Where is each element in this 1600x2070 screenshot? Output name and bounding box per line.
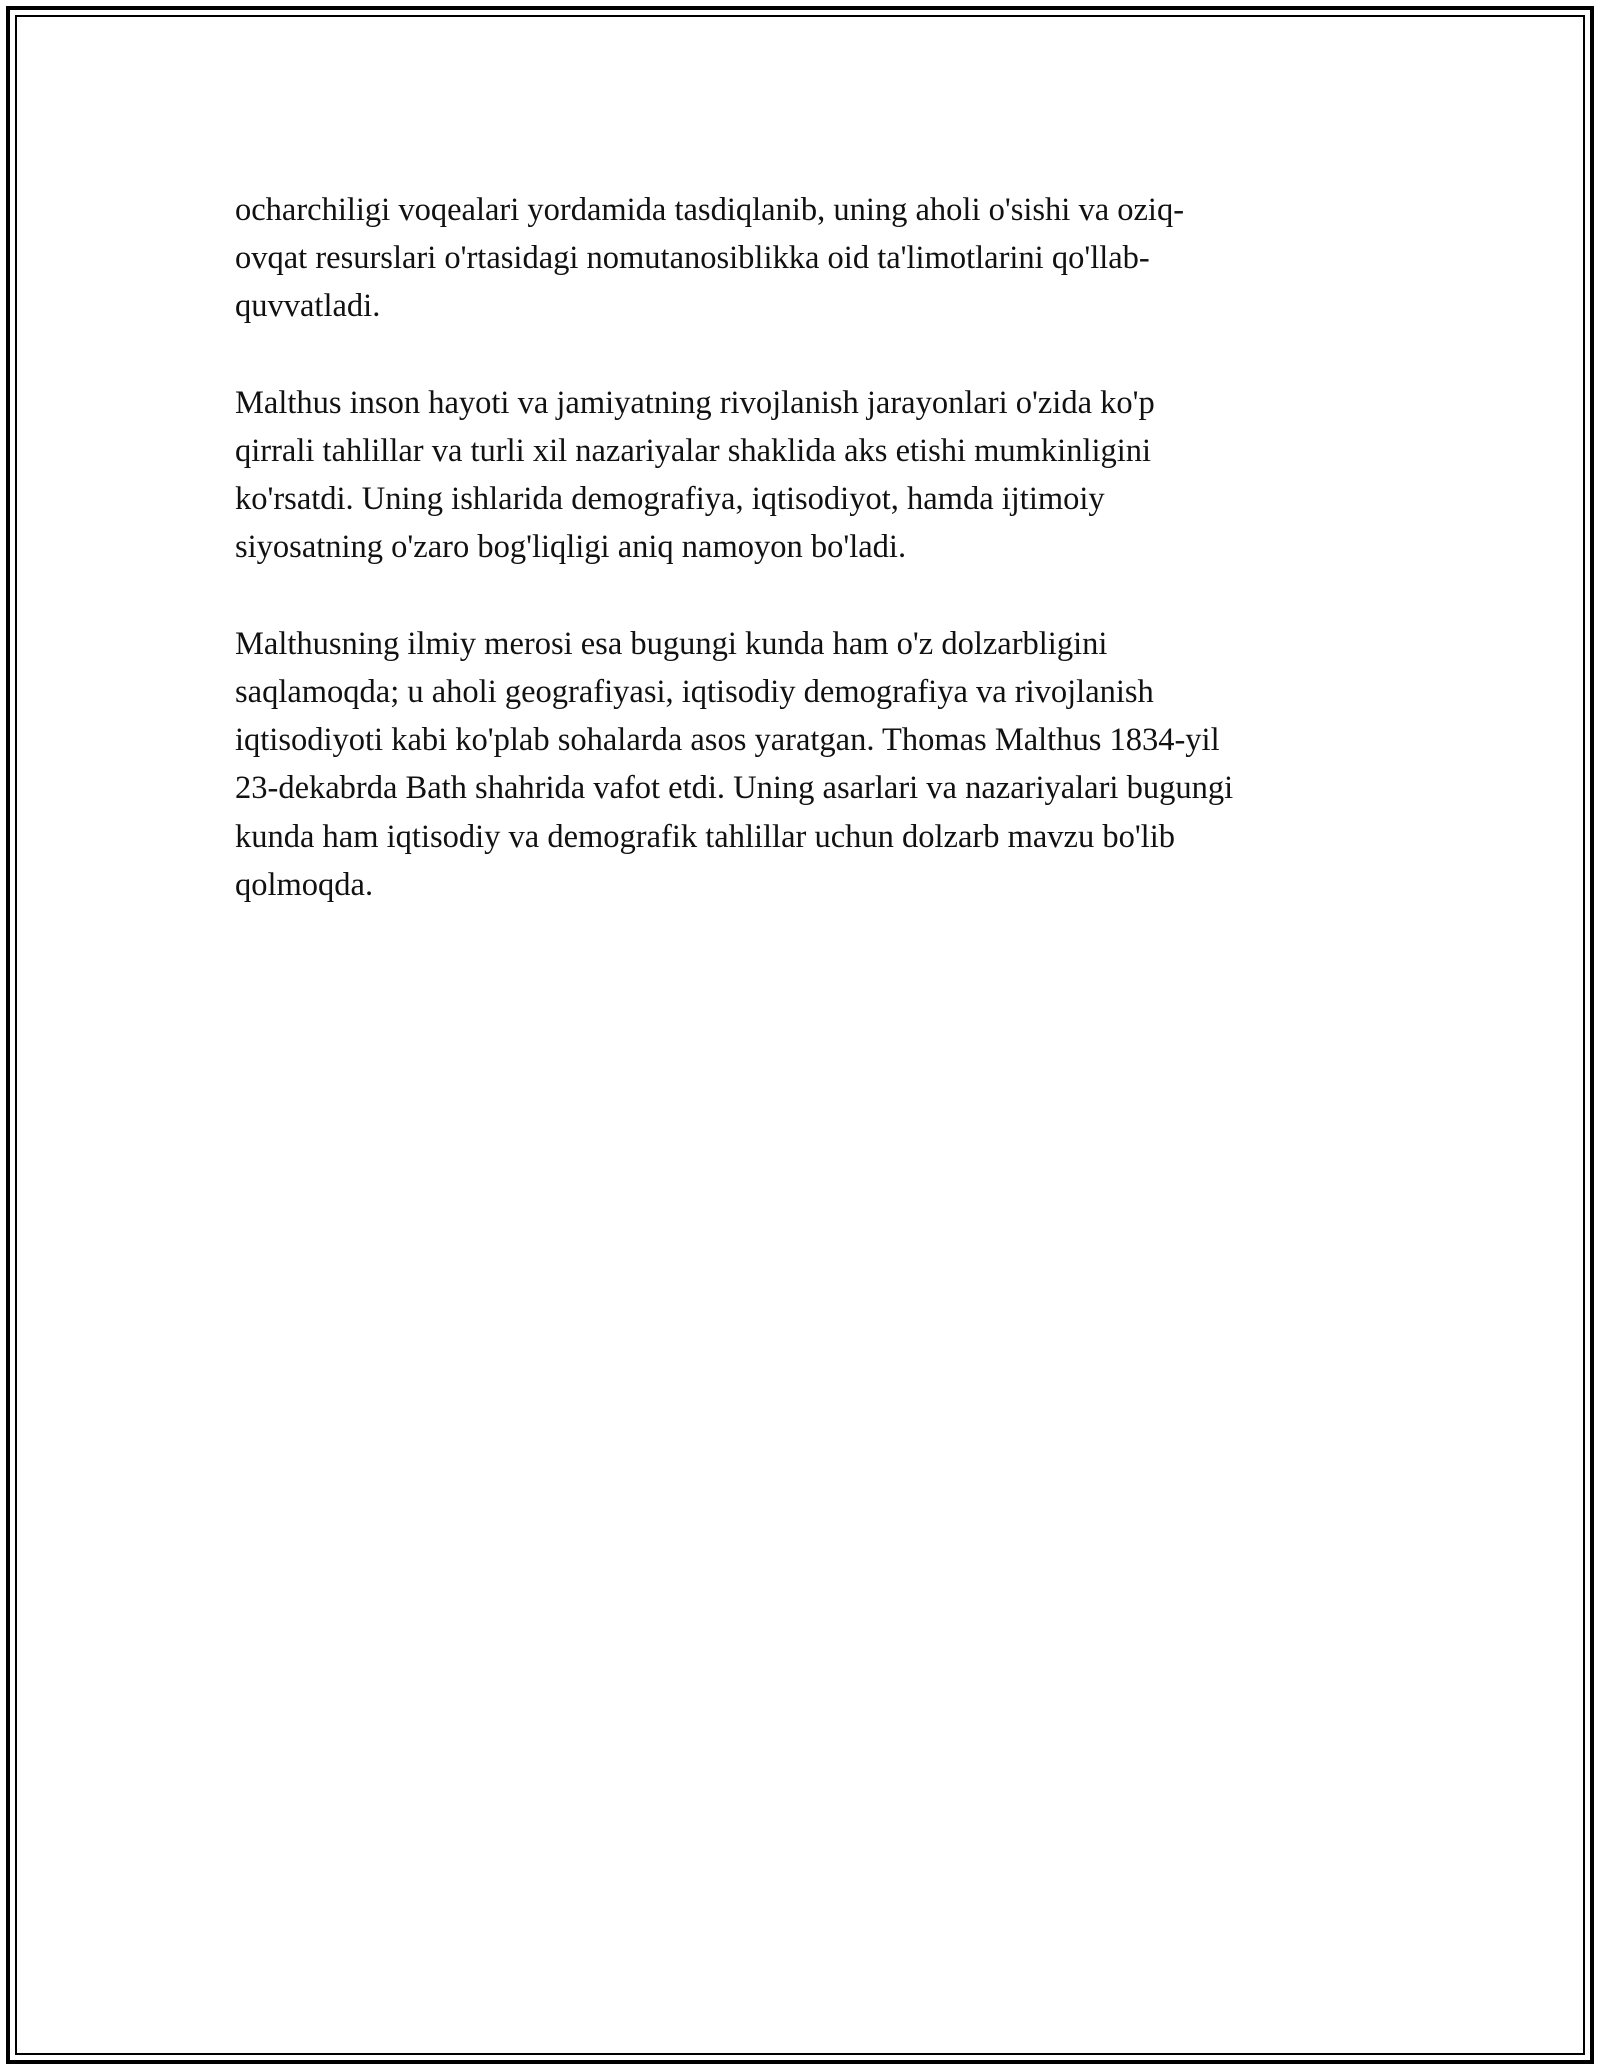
text-line: ovqat resurslari o'rtasidagi nomutanosiblikka oid ta'limotlarini qo'llab- [235,240,1150,277]
text-line: kunda ham iqtisodiy va demografik tahlillar uchun dolzarb mavzu bo'lib [235,818,1175,855]
text-line: iqtisodiyoti kabi ko'plab sohalarda asos yaratgan. Thomas Malthus 1834-yil [235,722,1220,759]
text-line: ocharchiligi voqealari yordamida tasdiqlanib, uning aholi o'sishi va oziq- [235,192,1185,228]
text-line: ko'rsatdi. Uning ishlarida demografiya, iqtisodiyot, hamda ijtimoiy [235,481,1105,518]
text-line: 23-dekabrda Bath shahrida vafot etdi. Uning asarlari va nazariyalari bugungi [235,770,1234,807]
document-body [235,186,1375,957]
text-line: qolmoqda. [235,866,374,903]
text-line: quvvatladi. [235,288,381,325]
paragraph [235,379,1375,572]
text-line: saqlamoqda; u aholi geografiyasi, iqtisodiy demografiya va rivojlanish [235,674,1154,710]
text-line: qirrali tahlillar va turli xil nazariyalar shaklida aks etishi mumkinligini [235,433,1152,469]
text-line: Malthusning ilmiy merosi esa bugungi kunda ham o'z dolzarbligini [235,625,1108,662]
text-line: Malthus inson hayoti va jamiyatning rivojlanish jarayonlari o'zida ko'p [235,384,1155,421]
text-line: siyosatning o'zaro bog'liqligi aniq namoyon bo'ladi. [235,529,907,566]
paragraph [235,186,1375,331]
paragraph [235,620,1375,909]
